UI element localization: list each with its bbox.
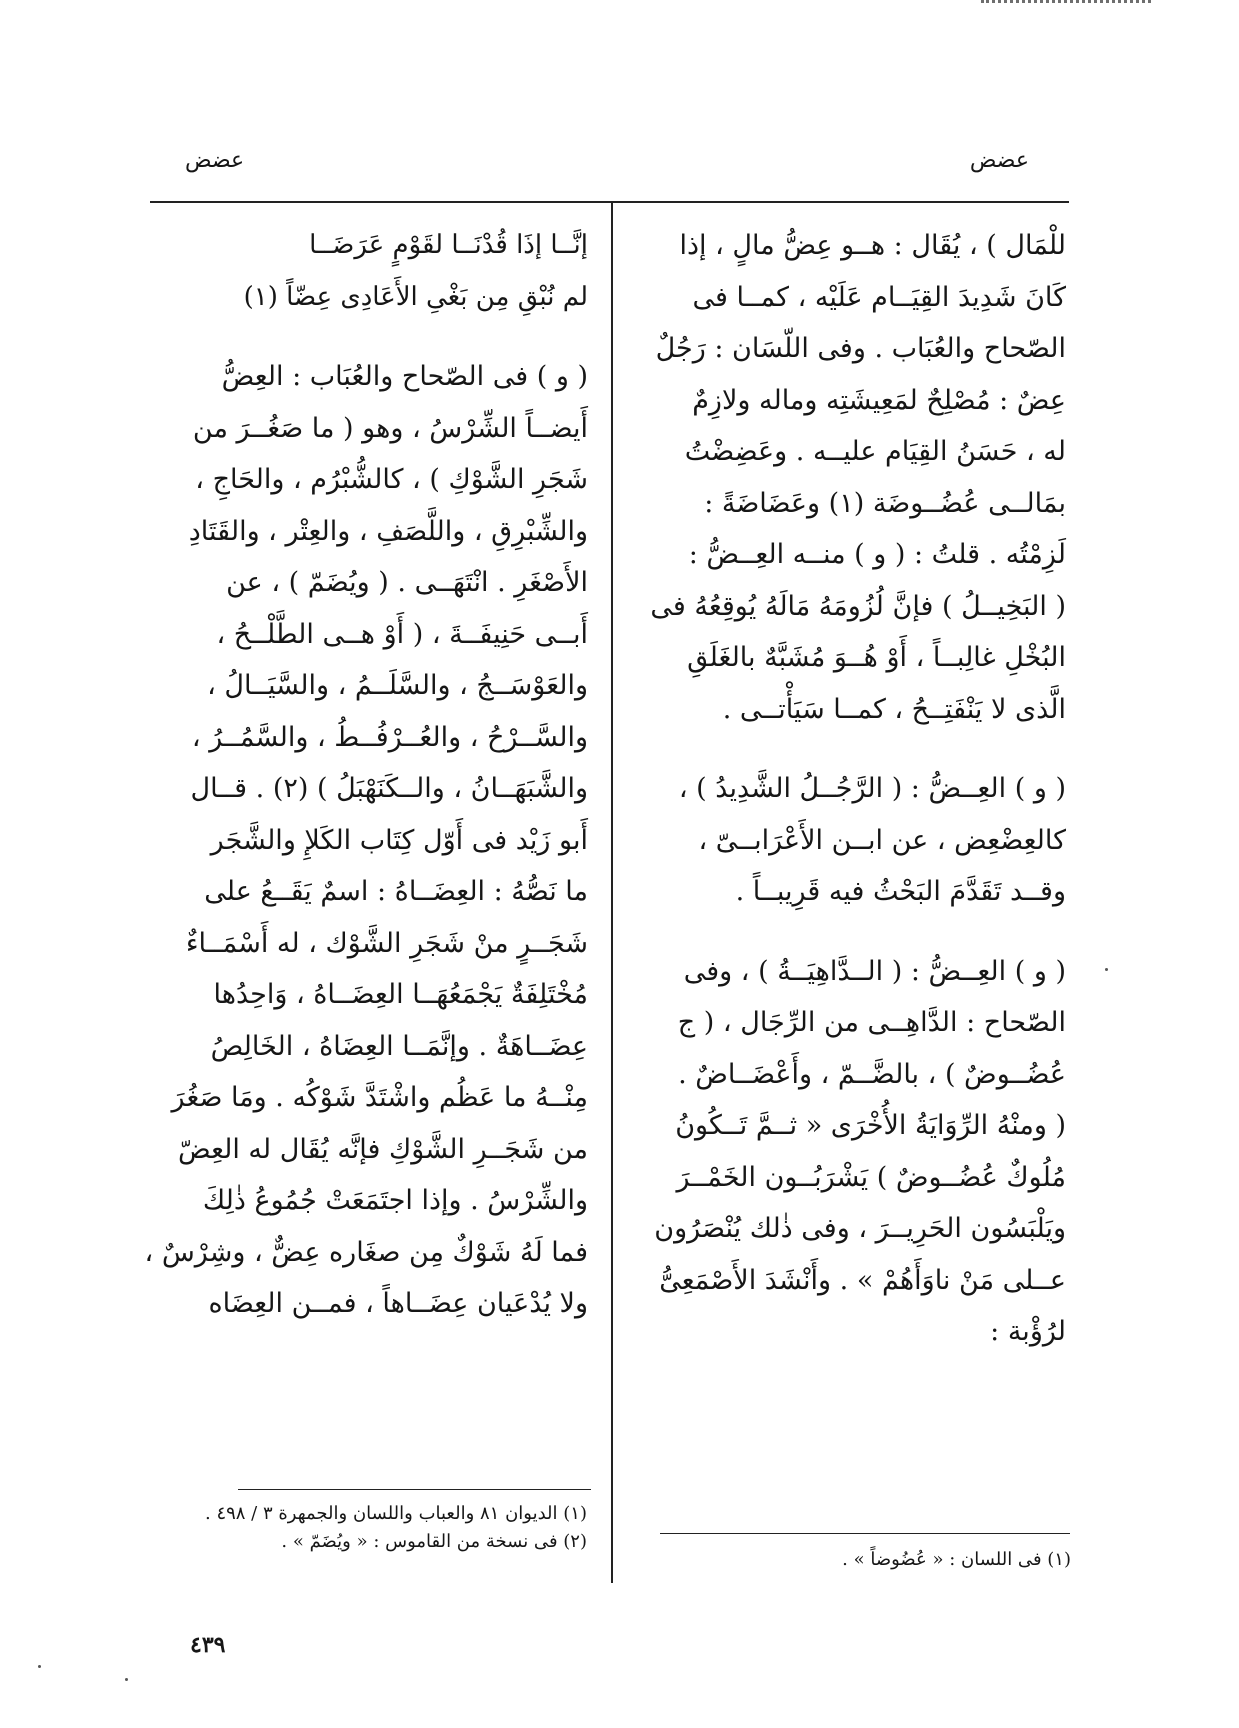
text-line: عُضُــوضٌ ) ، بالضَّــمّ ، وأَعْضَــاضٌ . [678,1058,1066,1090]
text-line: مُلُوكٌ عُضُــوضٌ ) يَشْرَبُــون الخَمْــرَ [676,1161,1066,1193]
footnote-rule-left [238,1489,591,1490]
text-line: عِضَــاهَةٌ . وإنَّمَــا العِضَاهُ ، الخَالِصُ [210,1030,588,1062]
footnotes-left [147,1500,587,1556]
text-line: والعَوْسَــجُ ، والسَّلَــمُ ، والسَّيَــالُ ، [207,670,588,701]
text-line: من شَجَــرِ الشَّوْكِ فإنَّه يُقَال له العِضّ [178,1133,588,1165]
footnote: (١) الديوان ٨١ والعباب واللسان والجمهرة ٣ / ٤٩٨ . [204,1503,587,1524]
text-line: وقــد تَقَدَّمَ البَحْثُ فيه قَرِيبــاً . [735,876,1066,907]
text-line: الصّحاح : الدَّاهِــى من الرِّجَال ، ( ج [677,1007,1066,1038]
text-line: كَانَ شَدِيدَ القِيَــام عَلَيْه ، كمــا فى [692,281,1066,313]
text-line: أَيضــاً الشِّرْسُ ، وهو ( ما صَغُــرَ من [192,412,588,444]
text-line: أَبو زَيْد فى أَوّل كِتَاب الكَلإِ والشَّجَر [210,824,588,856]
top-edge-mark [981,0,1151,11]
footnote: (١) فى اللسان : « عُضُوضاً » . [842,1549,1071,1570]
text-line: الأَصْغَرِ . انْتَهَــى . ( ويُضَمّ ) ، عن [226,567,588,598]
text-line: أَبــى حَنِيفَــةَ ، ( أَوْ هــى الطَّلْــحُ ، [216,618,588,650]
text-line: البُخْلِ غالِبــاً ، أَوْ هُــوَ مُشَبَّهٌ بالغَلَقِ [687,642,1066,673]
text-line: للْمَال ) ، يُقَال : هــو عِضُّ مالٍ ، إذا [679,230,1066,261]
text-line: له ، حَسَنُ القِيَام عليــه . وعَضِضْتُ [684,436,1066,467]
footnote: (٢) فى نسخة من القاموس : « ويُضَمّ » . [281,1531,587,1552]
text-line: عِضٌ : مُصْلِحٌ لمَعِيشَتِه وماله ولازِمٌ [692,384,1066,416]
text-line: ( و ) العِــضُّ : ( الرَّجُــلُ الشَّدِيدُ ) ، [678,773,1066,804]
footnote-rule-right [660,1533,1070,1534]
page-number: ٤٣٩ [190,1632,226,1658]
text-line: لَزِمْتُه . قلتُ : ( و ) منــه العِــضُّ : [688,539,1066,570]
scan-speck [1105,968,1108,971]
footnotes-right [671,1546,1071,1574]
text-line: والشَّبَهَــانُ ، والــكَنَهْبَلُ ) (٢) . قــال [190,773,588,804]
text-line: ( و ) العِــضُّ : ( الــدَّاهِيَــةُ ) ، وفى [683,955,1066,987]
poem-verse: إنَّــا إذَا قُدْنَــا لقَوْمٍ عَرَضَــا [309,230,588,260]
text-line: مِنْــهُ ما عَظُم واشْتَدَّ شَوْكُه . ومَا صَغُرَ [171,1082,588,1113]
text-line: شَجَــرٍ منْ شَجَرِ الشَّوْك ، له أَسْمَــاءٌ [185,927,588,959]
right-column [648,220,1066,1358]
text-line: ( و ) فى الصّحاح والعُبَاب : العِضُّ [221,361,588,392]
text-line: الَّذى لا يَنْفَتِــحُ ، كمــا سَيَأْتــى . [722,693,1066,725]
left-column [144,220,588,1330]
text-line: ويَلْبَسُون الحَرِيــرَ ، وفى ذٰلك يُنْصَرُون [654,1213,1066,1244]
text-line: فما لَهُ شَوْكٌ مِن صغَاره عِضٌّ ، وشِرْسٌ ، [144,1236,588,1268]
text-line: بمَالــى عُضُــوضَة (١) وعَضَاضَةً : [704,487,1066,519]
text-line: كالعِضْعِض ، عن ابــن الأَعْرَابــىّ ، [698,824,1066,856]
text-line: الصّحاح والعُبَاب . وفى اللّسَان : رَجُلٌ [655,333,1066,364]
text-line: ( ومنْهُ الرِّوَايَةُ الأُخْرَى « ثــمَّ تَــكُونُ [675,1110,1066,1141]
text-line: ما نَصُّهُ : العِضَــاهُ : اسمٌ يَقَــعُ على [204,876,588,907]
text-line: لرُؤْبة : [990,1316,1066,1347]
column-divider [611,201,613,1583]
running-header-left: عضض [185,148,245,173]
text-line: والشِّبْرِقِ ، واللَّصَفِ ، والعِتْر ، والقَتَادِ [188,515,588,547]
text-line: ولا يُدْعَيان عِضَــاهاً ، فمــن العِضَاه [208,1288,588,1319]
text-line: شَجَرِ الشَّوْكِ ) ، كالشُّبْرُم ، والحَاجِ ، [195,464,588,495]
running-header-right: عضض [969,148,1029,173]
scan-speck [125,1678,128,1681]
text-line: والسَّــرْحُ ، والعُــرْفُــطُ ، والسَّمُــرُ ، [191,721,588,753]
text-line: عــلى مَنْ ناوَأَهُمْ » . وأَنْشَدَ الأَصْمَعِىُّ [659,1264,1066,1296]
scan-speck [38,1665,41,1668]
text-line: ( البَخِيــلُ ) فإنَّ لُزُومَهُ مَالَهُ يُوقِعُهُ فى [650,590,1066,622]
text-line: والشِّرْسُ . وإذا اجتَمَعَتْ جُمُوعُ ذٰلِكَ [202,1185,588,1216]
header-rule [150,201,1069,203]
poem-verse: لم نُبْقِ مِن بَغْىِ الأَعَادِى عِضّاً (١) [243,281,588,312]
text-line: مُخْتَلِفَةٌ يَجْمَعُهَــا العِضَــاهُ ، وَاحِدُها [213,979,588,1010]
